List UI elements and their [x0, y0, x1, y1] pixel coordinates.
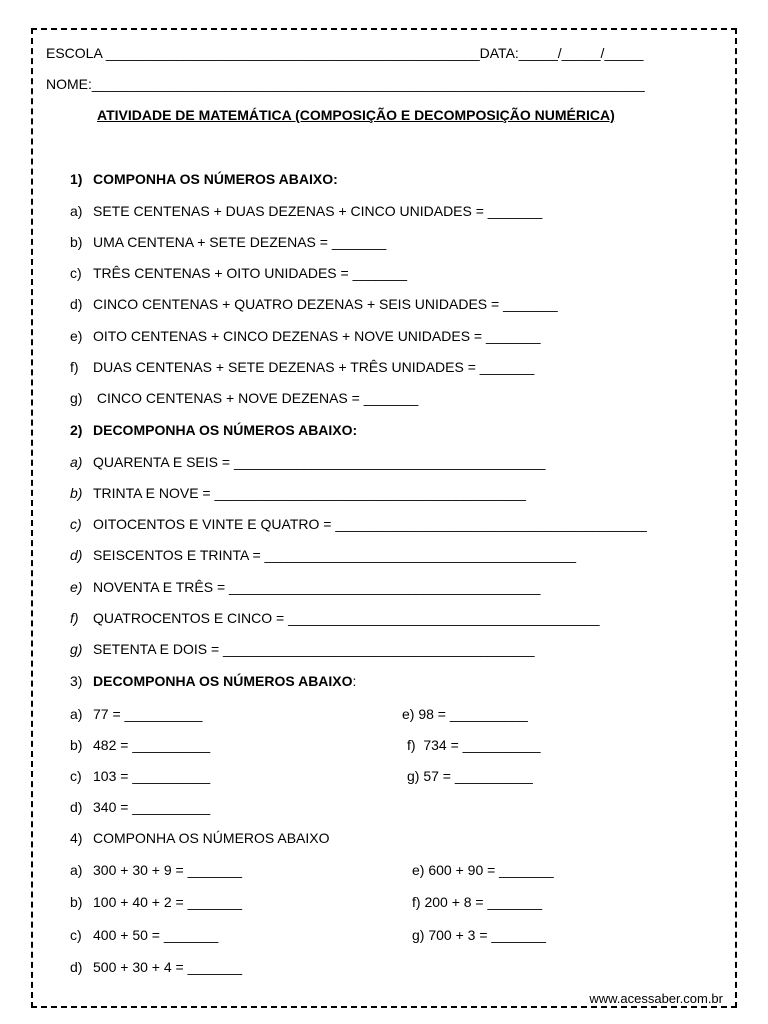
list-item: 100 + 40 + 2 = _______ — [93, 894, 243, 910]
list-item: DUAS CENTENAS + SETE DEZENAS + TRÊS UNIDADES = _______ — [93, 359, 535, 375]
item-marker: d) — [70, 296, 83, 312]
item-marker: b) — [70, 894, 83, 910]
name-field: NOME:_______________________________________________________________________ — [46, 76, 645, 92]
item-marker: a) — [70, 203, 83, 219]
list-item: e) 98 = __________ — [402, 706, 528, 722]
list-item: NOVENTA E TRÊS = ________________________________________ — [93, 579, 541, 595]
item-marker: c) — [70, 265, 82, 281]
item-marker: a) — [70, 862, 83, 878]
item-marker: a) — [70, 454, 83, 470]
item-marker: c) — [70, 516, 82, 532]
item-marker: f) — [70, 610, 79, 626]
section-4-title: COMPONHA OS NÚMEROS ABAIXO — [93, 830, 330, 846]
list-item: OITOCENTOS E VINTE E QUATRO = ________________________________________ — [93, 516, 647, 532]
section-1-number: 1) — [70, 171, 83, 187]
list-item: f) 734 = __________ — [407, 737, 541, 753]
list-item: TRINTA E NOVE = ________________________________________ — [93, 485, 526, 501]
list-item: 300 + 30 + 9 = _______ — [93, 862, 243, 878]
item-marker: g) — [70, 641, 83, 657]
item-marker: a) — [70, 706, 83, 722]
section-3-title-wrap — [93, 672, 356, 690]
section-1-title: COMPONHA OS NÚMEROS ABAIXO: — [93, 171, 338, 187]
item-marker: c) — [70, 927, 82, 943]
item-marker: b) — [70, 485, 83, 501]
list-item: CINCO CENTENAS + NOVE DEZENAS = _______ — [93, 390, 419, 406]
school-field: ESCOLA ________________________________________________DATA:_____/_____/_____ — [46, 45, 644, 61]
section-3-number: 3) — [70, 673, 83, 689]
list-item: TRÊS CENTENAS + OITO UNIDADES = _______ — [93, 265, 408, 281]
list-item: SETENTA E DOIS = ________________________________________ — [93, 641, 535, 657]
list-item: UMA CENTENA + SETE DEZENAS = _______ — [93, 234, 387, 250]
section-2-title: DECOMPONHA OS NÚMEROS ABAIXO: — [93, 422, 358, 438]
list-item: CINCO CENTENAS + QUATRO DEZENAS + SEIS UNIDADES = _______ — [93, 296, 558, 312]
list-item: e) 600 + 90 = _______ — [412, 862, 554, 878]
list-item: g) 700 + 3 = _______ — [412, 927, 546, 943]
section-3-colon: : — [352, 673, 357, 689]
list-item: f) 200 + 8 = _______ — [412, 894, 542, 910]
list-item: SETE CENTENAS + DUAS DEZENAS + CINCO UNIDADES = _______ — [93, 203, 543, 219]
list-item: g) 57 = __________ — [407, 768, 533, 784]
list-item: 77 = __________ — [93, 706, 203, 722]
list-item: SEISCENTOS E TRINTA = ________________________________________ — [93, 547, 576, 563]
item-marker: d) — [70, 959, 83, 975]
item-marker: f) — [70, 359, 79, 375]
item-marker: b) — [70, 737, 83, 753]
list-item: 400 + 50 = _______ — [93, 927, 219, 943]
list-item: 500 + 30 + 4 = _______ — [93, 959, 243, 975]
item-marker: e) — [70, 328, 83, 344]
page-title: ATIVIDADE DE MATEMÁTICA (COMPOSIÇÃO E DECOMPOSIÇÃO NUMÉRICA) — [97, 107, 615, 123]
list-item: 340 = __________ — [93, 799, 211, 815]
list-item: 482 = __________ — [93, 737, 211, 753]
website-link[interactable]: www.acessaber.com.br — [589, 991, 723, 1006]
list-item: QUATROCENTOS E CINCO = ________________________________________ — [93, 610, 600, 626]
item-marker: c) — [70, 768, 82, 784]
list-item: QUARENTA E SEIS = ________________________________________ — [93, 454, 546, 470]
section-4-number: 4) — [70, 830, 83, 846]
section-3-title: DECOMPONHA OS NÚMEROS ABAIXO — [93, 673, 353, 689]
section-2-number: 2) — [70, 422, 83, 438]
list-item: 103 = __________ — [93, 768, 211, 784]
item-marker: e) — [70, 579, 83, 595]
list-item: OITO CENTENAS + CINCO DEZENAS + NOVE UNIDADES = _______ — [93, 328, 541, 344]
item-marker: d) — [70, 547, 83, 563]
item-marker: b) — [70, 234, 83, 250]
item-marker: d) — [70, 799, 83, 815]
item-marker: g) — [70, 390, 83, 406]
